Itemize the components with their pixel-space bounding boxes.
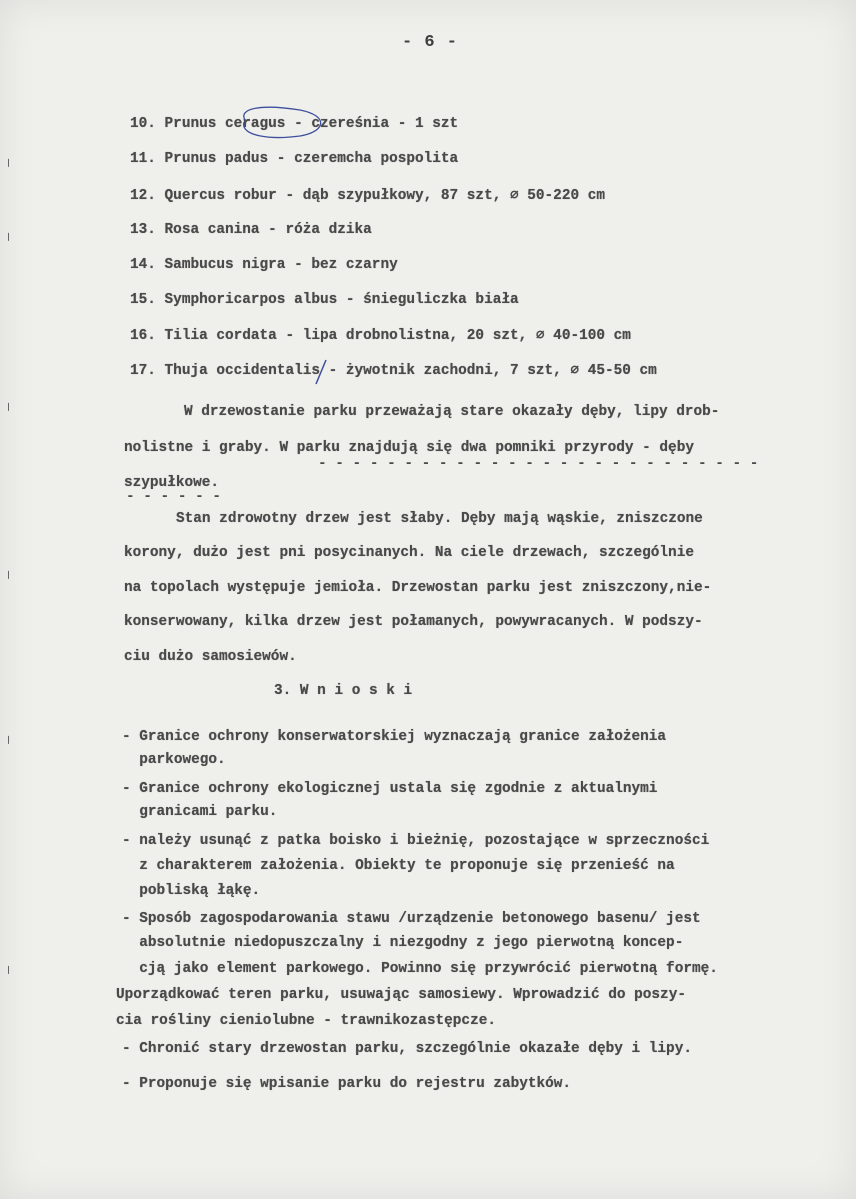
paragraph-line: konserwowany, kilka drzew jest połamanych, powywracanych. W podszy- [124,614,703,630]
paragraph-line: szypułkowe. [124,475,219,491]
species-list-item: 14. Sambucus nigra - bez czarny [130,257,398,273]
paragraph-line: korony, dużo jest pni posycinanych. Na ciele drzewach, szczególnie [124,545,694,561]
conclusion-line: - Chronić stary drzewostan parku, szczególnie okazałe dęby i lipy. [122,1041,692,1057]
conclusion-line: parkowego. [122,752,226,768]
conclusion-line: - Sposób zagospodarowania stawu /urządzenie betonowego basenu/ jest [122,911,701,927]
paragraph-line: W drzewostanie parku przeważają stare okazały dęby, lipy drob- [184,404,720,420]
species-list-item: 11. Prunus padus - czeremcha pospolita [130,151,459,167]
pen-circle-mark [244,107,321,137]
page-number: - 6 - [401,33,458,52]
pen-slash-mark [316,360,326,384]
conclusion-line: pobliską łąkę. [122,883,261,899]
conclusion-line: - należy usunąć z patka boisko i bieżnię, pozostające w sprzeczności [122,833,710,849]
conclusion-line: cją jako element parkowego. Powinno się przywrócić pierwotną formę. [122,961,718,977]
species-list-item: 13. Rosa canina - róża dzika [130,222,372,238]
conclusion-line: - Granice ochrony konserwatorskiej wyznaczają granice założenia [122,729,667,745]
conclusion-line: Uporządkować teren parku, usuwając samosiewy. Wprowadzić do poszy- [116,987,686,1003]
species-list-item: 12. Quercus robur - dąb szypułkowy, 87 szt, ∅ 50-220 cm [130,188,605,204]
paragraph-line: nolistne i graby. W parku znajdują się dwa pomniki przyrody - dęby [124,440,694,456]
species-list-item: 17. Thuja occidentalis - żywotnik zachodni, 7 szt, ∅ 45-50 cm [130,363,657,379]
paragraph-line: ciu dużo samosiewów. [124,649,297,665]
species-list-item: 15. Symphoricarpos albus - śnieguliczka biała [130,292,519,308]
section-heading: 3. W n i o s k i [274,683,413,699]
species-list-item: 16. Tilia cordata - lipa drobnolistna, 20 szt, ∅ 40-100 cm [130,328,631,344]
typed-underline: - - - - - - [126,489,221,505]
species-list-item: 10. Prunus ceragus - czereśnia - 1 szt [130,116,459,132]
conclusion-line: cia rośliny cieniolubne - trawnikozastępcze. [116,1013,496,1029]
typed-underline: - - - - - - - - - - - - - - - - - - - - - - - - - - [318,456,759,472]
conclusion-line: z charakterem założenia. Obiekty te proponuje się przenieść na [122,858,675,874]
conclusion-line: absolutnie niedopuszczalny i niezgodny z jego pierwotną koncep- [122,935,684,951]
paragraph-line: Stan zdrowotny drzew jest słaby. Dęby mają wąskie, zniszczone [176,511,703,527]
conclusion-line: granicami parku. [122,804,278,820]
conclusion-line: - Granice ochrony ekologicznej ustala się zgodnie z aktualnymi [122,781,658,797]
paragraph-line: na topolach występuje jemioła. Drzewostan parku jest zniszczony,nie- [124,580,712,596]
conclusion-line: - Proponuje się wpisanie parku do rejestru zabytków. [122,1076,572,1092]
